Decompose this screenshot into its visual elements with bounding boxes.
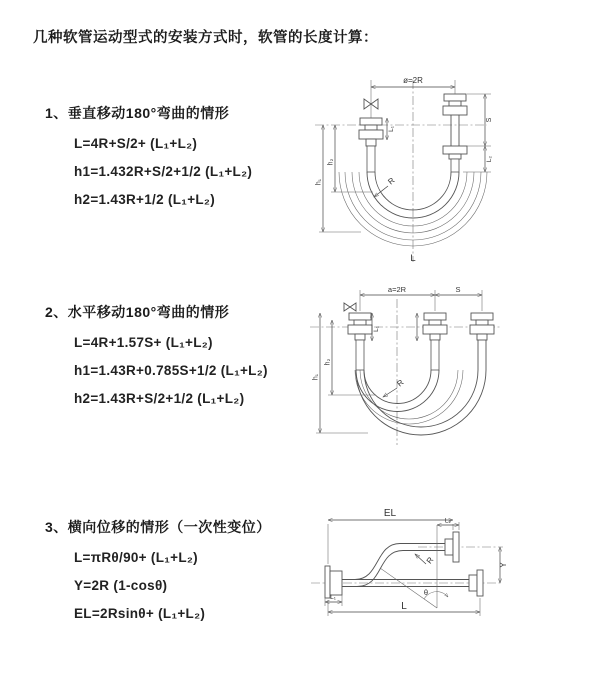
section-1-heading: 1、垂直移动180°弯曲的情形 [45,105,230,121]
section-3 [45,517,325,621]
section-2-formula-h1: h1=1.43R+0.785S+1/2 (L₁+L₂) [74,363,268,378]
moved-leg-fitting [470,313,494,370]
dim-label-L: L [401,601,407,612]
section-1-formula-L: L=4R+S/2+ (L₁+L₂) [74,136,198,151]
dim-label-2R: ø=2R [403,76,423,85]
dim-label-2R: a=2R [387,285,407,294]
diagram-lateral-displacement [298,498,598,638]
dim-label-l1: L₁ [388,126,395,132]
theta-label: θ [423,588,429,597]
radius-label: R [395,377,406,389]
dim-label-h2: h₂ [327,158,335,166]
section-3-formula-EL: EL=2Rsinθ+ (L₁+L₂) [74,606,206,621]
section-2-formula-L: L=4R+1.57S+ (L₁+L₂) [74,335,213,350]
section-3-heading: 3、横向位移的情形（一次性变位） [45,519,271,535]
upper-flange [445,532,459,562]
page-title: 几种软管运动型式的安装方式时，软管的长度计算： [33,30,378,46]
valve-icon [344,303,356,311]
dim-label-Y: Y [499,562,508,568]
section-1-formula-h1: h1=1.432R+S/2+1/2 (L₁+L₂) [74,164,253,179]
dim-label-h1: h₁ [315,178,323,186]
right-leg-fittings [443,94,467,172]
dim-label-EL: EL [383,508,397,519]
section-1-formula-h2: h2=1.43R+1/2 (L₁+L₂) [74,192,216,207]
left-leg-fitting [348,313,372,370]
dim-label-h1: h₁ [312,373,320,381]
middle-leg-fitting [423,313,447,370]
section-2-heading: 2、水平移动180°弯曲的情形 [45,304,230,320]
dim-label-l2: L₂ [444,517,452,525]
section-2 [45,302,325,406]
section-1 [45,103,325,207]
braid-hatch [431,340,439,370]
section-2-formula-h2: h2=1.43R+S/2+1/2 (L₁+L₂) [74,391,245,406]
radius-label: R [424,555,436,566]
braid-hatch [367,146,375,172]
braid-hatch [451,159,459,172]
diagram-horizontal-180-bend [308,285,600,455]
valve-icon [364,80,378,118]
dim-label-l1: L₁ [330,594,336,601]
right-flange [469,570,483,596]
length-label: L [410,253,416,264]
angle-diagonal [380,568,437,608]
dim-label-S: S [455,285,461,294]
dim-label-l2: L₂ [486,155,493,163]
dim-label-h2: h₂ [324,358,332,366]
dim-label-S: S [486,117,493,123]
section-3-formula-L: L=πRθ/90+ (L₁+L₂) [74,550,198,565]
left-leg-fitting [359,118,383,172]
radius-label: R [386,175,397,187]
hose-u-bends [355,370,486,435]
section-3-formula-Y: Y=2R (1-cosθ) [74,578,168,593]
diagram-vertical-180-bend [315,70,590,270]
dim-label-l1: L₁ [373,326,380,332]
braid-hatch [356,340,364,370]
